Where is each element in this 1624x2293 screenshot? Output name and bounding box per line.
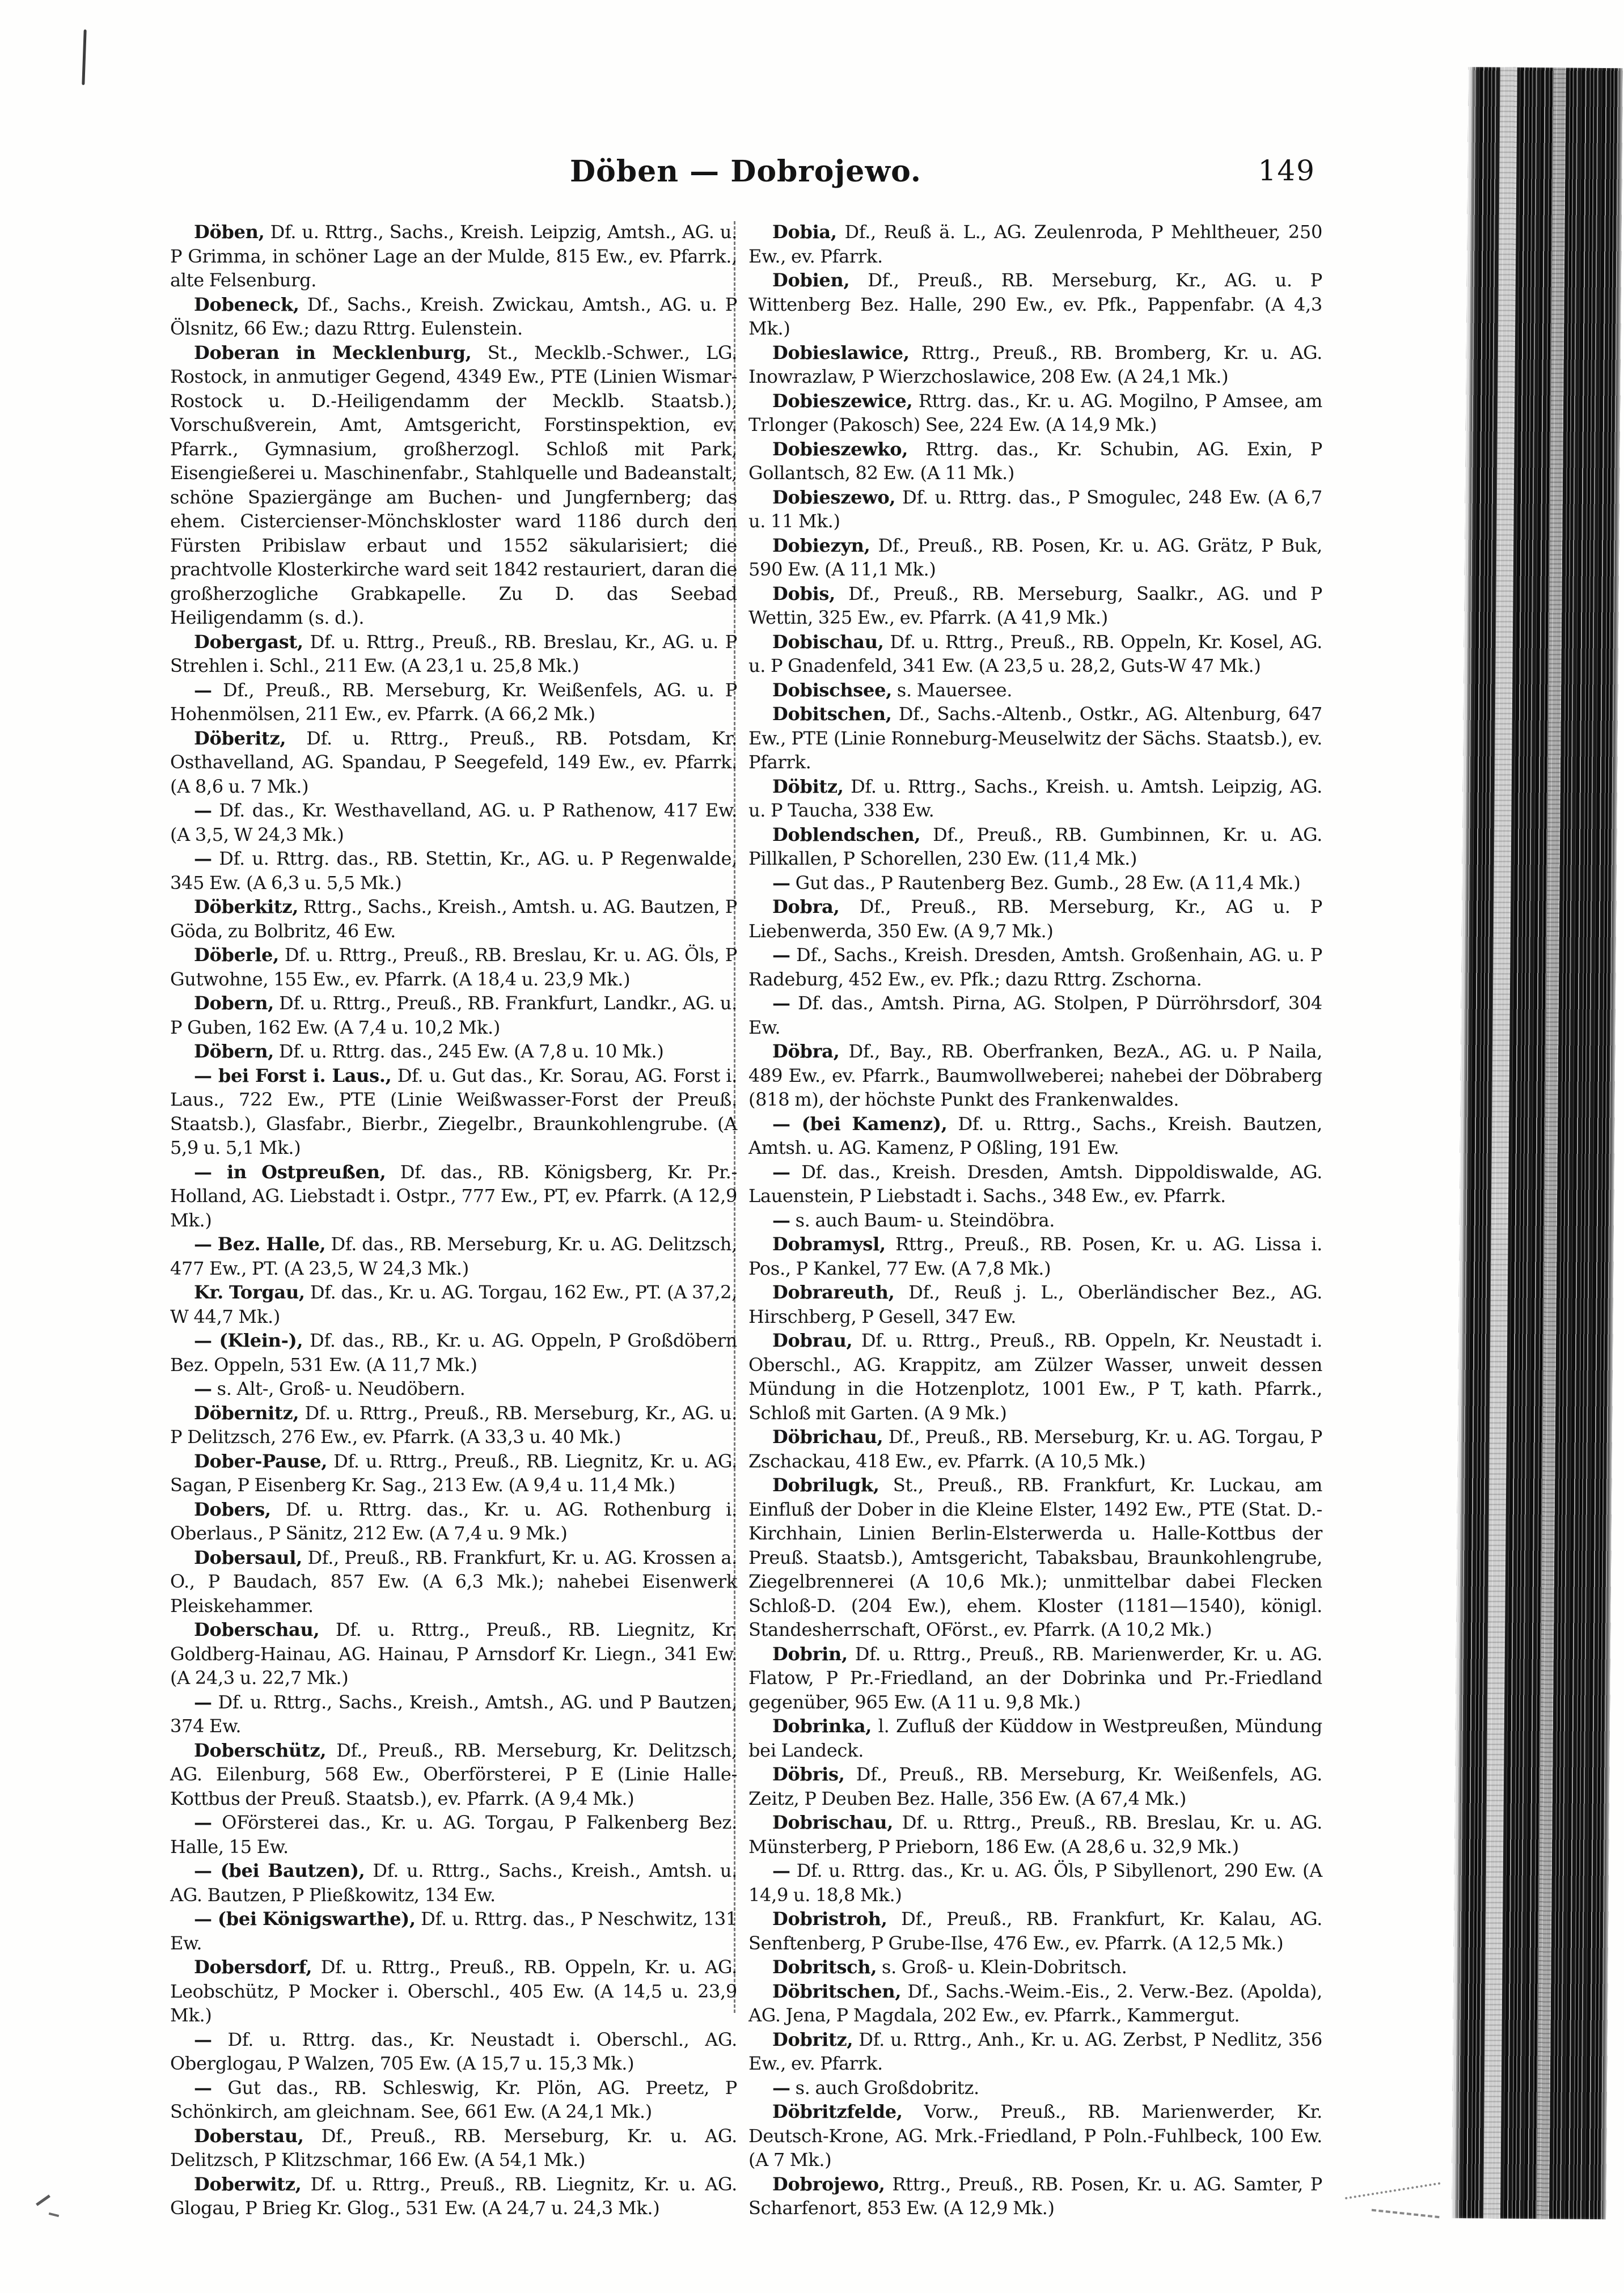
gazetteer-entry: [170, 1738, 737, 1811]
entry-term: — (bei Bautzen),: [194, 1860, 365, 1881]
gazetteer-entry: [170, 1859, 737, 1907]
entry-term: —: [772, 1209, 790, 1231]
entry-term: Döbra,: [772, 1040, 840, 1062]
entry-text: Df. u. Rttrg. das., RB. Stettin, Kr., AG. u. P Regenwalde, 345 Ew. (A 6,3 u. 5,5 Mk.): [170, 848, 737, 894]
gazetteer-entry: [748, 2100, 1322, 2172]
gazetteer-entry: [748, 1329, 1322, 1425]
entry-text: Df. das., RB., Kr. u. AG. Oppeln, P Großdöbern Bez. Oppeln, 531 Ew. (A 11,7 Mk.): [170, 1330, 737, 1376]
gazetteer-entry: [170, 798, 737, 847]
gazetteer-entry: [170, 341, 737, 630]
entry-text: Rttrg., Sachs., Kreish., Amtsh. u. AG. Bautzen, P Göda, zu Bolbritz, 46 Ew.: [170, 896, 737, 942]
gazetteer-entry: [748, 1642, 1322, 1715]
entry-text: s. Mauersee.: [891, 679, 1013, 701]
text-column-right: [748, 220, 1322, 2220]
entry-term: Doberwitz,: [194, 2173, 302, 2195]
entry-term: Dobieszewo,: [772, 486, 896, 508]
entry-term: Döberle,: [194, 944, 279, 966]
gazetteer-entry: [748, 943, 1322, 991]
entry-term: —: [194, 2028, 212, 2050]
entry-term: Dobiezyn,: [772, 534, 870, 556]
entry-term: —: [772, 1161, 790, 1183]
entry-term: Dobien,: [772, 269, 850, 291]
entry-text: Df. u. Rttrg., Preuß., RB. Breslau, Kr. u. AG. Münsterberg, P Prieborn, 186 Ew. (A 28,6 u. 32,9 Mk.): [748, 1812, 1322, 1858]
entry-term: Döbrichau,: [772, 1426, 883, 1448]
gazetteer-entry: [748, 1859, 1322, 1907]
gazetteer-entry: [748, 437, 1322, 485]
entry-term: Dobischsee,: [772, 679, 892, 701]
entry-term: Kr. Torgau,: [194, 1281, 305, 1303]
gazetteer-entry: [748, 534, 1322, 582]
entry-term: Dobern,: [194, 992, 274, 1014]
gazetteer-entry: [748, 1208, 1322, 1233]
entry-text: Df. u. Rttrg., Preuß., RB. Liegnitz, Kr. Goldberg-Hainau, AG. Hainau, P Arnsdorf Kr. Liegn., 341 Ew. (A 24,3 u. 22,7 Mk.): [170, 1619, 737, 1689]
entry-term: Döbris,: [772, 1763, 845, 1785]
entry-term: Dobrinka,: [772, 1715, 872, 1737]
scan-artifact: [1342, 2160, 1441, 2199]
entry-term: Dobis,: [772, 582, 835, 604]
gazetteer-entry: [748, 2076, 1322, 2100]
entry-text: Rttrg., Preuß., RB. Bromberg, Kr. u. AG. Inowrazlaw, P Wierzchoslawice, 208 Ew. (A 24,1 Mk.): [748, 341, 1322, 387]
entry-term: —: [772, 2076, 790, 2099]
entry-term: Dobra,: [772, 896, 840, 917]
entry-text: Df. u. Rttrg., Sachs., Kreish. u. Amtsh. Leipzig, AG. u. P Taucha, 338 Ew.: [748, 775, 1322, 821]
gazetteer-entry: [748, 991, 1322, 1039]
entry-term: Dobeneck,: [194, 293, 299, 315]
entry-term: Dobers,: [194, 1498, 271, 1520]
entry-term: Dobrojewo,: [772, 2173, 885, 2195]
entry-term: Doberan in Mecklenburg,: [194, 341, 472, 363]
entry-term: Doberschütz,: [194, 1739, 327, 1761]
entry-text: Df. u. Rttrg., Preuß., RB. Oppeln, Kr. Kosel, AG. u. P Gnadenfeld, 341 Ew. (A 23,5 u. 28,2, Guts-W 47 Mk.): [748, 631, 1322, 676]
entry-text: Df., Sachs.-Weim.-Eis., 2. Verw.-Bez. (Apolda), AG. Jena, P Magdala, 202 Ew., ev. Pfarrk., Kammergut.: [748, 1980, 1322, 2026]
gazetteer-entry: [170, 1377, 737, 1401]
gazetteer-entry: [170, 1546, 737, 1618]
entry-term: Dobramysl,: [772, 1233, 886, 1255]
gazetteer-entry: [748, 220, 1322, 268]
entry-term: —: [772, 992, 790, 1014]
entry-text: Df. u. Rttrg., Sachs., Kreish. Leipzig, Amtsh., AG. u. P Grimma, in schöner Lage an der Mulde, 815 Ew., ev. Pfarrk., alte Felsenburg.: [170, 221, 737, 291]
gazetteer-entry: [170, 943, 737, 991]
entry-text: Df., Sachs., Kreish. Zwickau, Amtsh., AG. u. P Ölsnitz, 66 Ew.; dazu Rttrg. Eulenstein.: [170, 293, 737, 339]
gazetteer-entry: [748, 1473, 1322, 1642]
entry-text: Df. u. Rttrg., Preuß., RB. Breslau, Kr., AG. u. P Strehlen i. Schl., 211 Ew. (A 23,1 u. 25,8 Mk.): [170, 631, 737, 676]
gazetteer-entry: [170, 630, 737, 678]
entry-term: Dobrareuth,: [772, 1281, 895, 1303]
entry-term: —: [194, 1378, 212, 1399]
entry-text: Df. u. Gut das., Kr. Sorau, AG. Forst i. Laus., 722 Ew., PTE (Linie Weißwasser-Forst der Preuß. Staatsb.), Glasfabr., Bierbr., Ziegelbr., Braunkohlengrube. (A 5,9 u. 5,1 Mk.): [170, 1064, 738, 1158]
entry-term: Döberitz,: [194, 727, 286, 749]
entry-text: Df. u. Rttrg., Preuß., RB. Liegnitz, Kr. u. AG. Glogau, P Brieg Kr. Glog., 531 Ew. (A 24,7 u. 24,3 Mk.): [170, 2173, 737, 2219]
entry-term: Dobieslawice,: [772, 341, 910, 363]
gazetteer-entry: [170, 1232, 737, 1280]
entry-term: Döberkitz,: [194, 896, 299, 917]
gazetteer-entry: [170, 678, 737, 726]
page-title: Döben — Dobrojewo.: [570, 154, 921, 189]
entry-text: Df. u. Rttrg., Preuß., RB. Merseburg, Kr., AG. u. P Delitzsch, 276 Ew., ev. Pfarrk. (A 33,3 u. 40 Mk.): [170, 1402, 737, 1448]
gazetteer-entry: [170, 895, 737, 943]
gazetteer-entry: [748, 1112, 1322, 1160]
gazetteer-entry: [748, 1714, 1322, 1762]
gazetteer-entry: [170, 1907, 737, 1955]
entry-text: l. Zufluß der Küddow in Westpreußen, Mündung bei Landeck.: [748, 1715, 1322, 1761]
entry-text: Df. u. Rttrg., Preuß., RB. Frankfurt, Landkr., AG. u. P Guben, 162 Ew. (A 7,4 u. 10,2 Mk.): [170, 992, 737, 1038]
gazetteer-entry: [748, 341, 1322, 389]
entry-text: Df. das., RB. Königsberg, Kr. Pr.-Holland, AG. Liebstadt i. Ostpr., 777 Ew., PT, ev. Pfarrk. (A 12,9 Mk.): [170, 1161, 737, 1231]
entry-text: Df. u. Rttrg., Preuß., RB. Marienwerder, Kr. u. AG. Flatow, P Pr.-Friedland, an der Dobrinka und Pr.-Friedland gegenüber, 965 Ew. (A 11 u. 9,8 Mk.): [748, 1643, 1322, 1713]
entry-text: Df., Preuß., RB. Frankfurt, Kr. u. AG. Krossen a. O., P Baudach, 857 Ew. (A 6,3 Mk.); nahebei Eisenwerk Pleiskehammer.: [170, 1546, 737, 1617]
entry-text: Df. u. Rttrg. das., Kr. u. AG. Öls, P Sibyllenort, 290 Ew. (A 14,9 u. 18,8 Mk.): [748, 1860, 1322, 1906]
entry-term: Dobergast,: [194, 631, 303, 653]
page-header: [170, 154, 1321, 205]
entry-term: Dobritz,: [772, 2028, 853, 2050]
entry-term: Doberschau,: [194, 1619, 320, 1640]
entry-text: Df. u. Rttrg. das., 245 Ew. (A 7,8 u. 10 Mk.): [274, 1040, 664, 1062]
scan-artifact: [1372, 2194, 1441, 2218]
gazetteer-entry: [170, 1497, 737, 1546]
gazetteer-entry: [170, 220, 737, 293]
gazetteer-entry: [748, 485, 1322, 534]
entry-term: Dobersaul,: [194, 1546, 303, 1568]
gazetteer-entry: [748, 2172, 1322, 2220]
gazetteer-entry: [748, 678, 1322, 703]
entry-term: —: [194, 1691, 212, 1713]
entry-text: Df. das., Kr. u. AG. Torgau, 162 Ew., PT. (A 37,2, W 44,7 Mk.): [170, 1281, 738, 1327]
gazetteer-entry: [748, 1979, 1322, 2028]
entry-text: St., Preuß., RB. Frankfurt, Kr. Luckau, am Einfluß der Dober in die Kleine Elster, 1492 Ew., PTE (Stat. D.-Kirchhain, Linien Berlin-Elsterwerda u. Halle-Kottbus der Preuß. Staatsb.), Amtsgericht, Tabaksbau, Braunkohlengrube, Ziegelbrennerei (A 10,6 Mk.); unmittelbar dabei Flecken Schloß-D. (204 Ew.), ehem. Kloster (1181—1540), königl. Standesherrschaft, OFörst., ev. Pfarrk. (A 10,2 Mk.): [748, 1474, 1322, 1640]
gazetteer-entry: [170, 293, 737, 341]
entry-text: Gut das., RB. Schleswig, Kr. Plön, AG. Preetz, P Schönkirch, am gleichnam. See, 661 Ew. (A 24,1 Mk.): [170, 2076, 737, 2122]
gazetteer-entry: [748, 702, 1322, 775]
entry-text: Df., Reuß j. L., Oberländischer Bez., AG. Hirschberg, P Gesell, 347 Ew.: [748, 1281, 1322, 1327]
entry-text: OFörsterei das., Kr. u. AG. Torgau, P Falkenberg Bez. Halle, 15 Ew.: [170, 1812, 737, 1858]
entry-text: Df. das., Amtsh. Pirna, AG. Stolpen, P Dürröhrsdorf, 304 Ew.: [748, 992, 1322, 1038]
gazetteer-entry: [748, 389, 1322, 437]
entry-term: Döbritschen,: [772, 1980, 902, 2002]
gazetteer-entry: [170, 2076, 737, 2124]
entry-term: Dobia,: [772, 221, 837, 243]
entry-text: s. Alt-, Groß- u. Neudöbern.: [212, 1378, 466, 1399]
gazetteer-entry: [170, 1449, 737, 1497]
entry-term: Dober-Pause,: [194, 1450, 328, 1472]
entry-text: Df. u. Rttrg., Preuß., RB. Breslau, Kr. u. AG. Öls, P Gutwohne, 155 Ew., ev. Pfarrk. (A 18,4 u. 23,9 Mk.): [170, 944, 737, 990]
entry-term: Döbitz,: [772, 775, 844, 797]
entry-text: St., Mecklb.-Schwer., LG. Rostock, in anmutiger Gegend, 4349 Ew., PTE (Linien Wismar-Rostock u. D.-Heiligendamm der Mecklb. Staatsb.), Vorschußverein, Amt, Amtsgericht, Forstinspektion, ev. Pfarrk., Gymnasium, großherzogl. Schloß mit Park, Eisengießerei u. Maschinenfabr., Stahlquelle und Badeanstalt, schöne Spaziergänge am Buchen- und Jungfernberg; das ehem. Cistercienser-Mönchskloster ward 1186 durch den Fürsten Pribislaw erbaut und 1552 säkularisiert; die prachtvolle Klosterkirche ward seit 1842 restauriert, daran die großherzogliche Grabkapelle. Zu D. das Seebad Heiligendamm (s. d.).: [170, 341, 737, 628]
gazetteer-entry: [170, 1039, 737, 1064]
gazetteer-entry: [748, 268, 1322, 341]
gazetteer-entry: [170, 1401, 737, 1449]
gazetteer-entry: [170, 2028, 737, 2076]
entry-term: — (bei Königswarthe),: [194, 1908, 416, 1930]
entry-term: —: [194, 1812, 212, 1833]
gazetteer-entry: [170, 1810, 737, 1859]
entry-term: Döbernitz,: [194, 1402, 299, 1424]
entry-term: —: [194, 679, 212, 701]
entry-text: Vorw., Preuß., RB. Marienwerder, Kr. Deutsch-Krone, AG. Mrk.-Friedland, P Poln.-Fuhlbeck, 100 Ew. (A 7 Mk.): [748, 2101, 1322, 2171]
page-number: 149: [1258, 154, 1316, 187]
entry-text: Rttrg., Preuß., RB. Posen, Kr. u. AG. Lissa i. Pos., P Kankel, 77 Ew. (A 7,8 Mk.): [748, 1233, 1322, 1279]
entry-term: — (Klein-),: [194, 1330, 303, 1351]
gazetteer-entry: [170, 1329, 737, 1377]
gazetteer-entry: [748, 1160, 1322, 1208]
entry-term: —: [772, 871, 790, 894]
entry-term: Doberstau,: [194, 2125, 304, 2147]
gazetteer-entry: [170, 1160, 737, 1233]
gazetteer-entry: [748, 895, 1322, 943]
entry-text: Df., Preuß., RB. Merseburg, Kr. u. AG. Delitzsch, P Klitzschmar, 166 Ew. (A 54,1 Mk.): [170, 2125, 737, 2171]
entry-text: Df. das., Kr. Westhavelland, AG. u. P Rathenow, 417 Ew. (A 3,5, W 24,3 Mk.): [170, 799, 737, 845]
entry-text: Df., Bay., RB. Oberfranken, BezA., AG. u. P Naila, 489 Ew., ev. Pfarrk., Baumwollweberei; nahebei der Döbraberg (818 m), der höchste Punkt des Frankenwaldes.: [748, 1040, 1322, 1110]
gazetteer-entry: [748, 871, 1322, 895]
gazetteer-entry: [170, 1618, 737, 1690]
entry-term: Dobieszewice,: [772, 390, 913, 412]
entry-text: Df. u. Rttrg., Preuß., RB. Oppeln, Kr. Neustadt i. Oberschl., AG. Krappitz, am Zülzer Wasser, unweit dessen Mündung in die Hotzenplotz, 1001 Ew., P T, kath. Pfarrk., Schloß mit Garten. (A 9 Mk.): [748, 1330, 1322, 1424]
entry-text: Df. u. Rttrg., Preuß., RB. Oppeln, Kr. u. AG. Leobschütz, P Mocker i. Oberschl., 405 Ew. (A 14,5 u. 23,9 Mk.): [170, 1956, 737, 2026]
entry-text: Df., Preuß., RB. Gumbinnen, Kr. u. AG. Pillkallen, P Schorellen, 230 Ew. (11,4 Mk.): [748, 823, 1322, 869]
entry-text: Df. u. Rttrg., Sachs., Kreish. Bautzen, Amtsh. u. AG. Kamenz, P Oßling, 191 Ew.: [748, 1112, 1322, 1158]
entry-text: Df. u. Rttrg., Anh., Kr. u. AG. Zerbst, P Nedlitz, 356 Ew., ev. Pfarrk.: [748, 2028, 1322, 2074]
entry-text: Rttrg. das., Kr. Schubin, AG. Exin, P Gollantsch, 82 Ew. (A 11 Mk.): [748, 438, 1322, 484]
entry-text: Df. u. Rttrg. das., Kr. u. AG. Rothenburg i. Oberlaus., P Sänitz, 212 Ew. (A 7,4 u. 9 Mk.): [170, 1498, 737, 1544]
entry-term: — Bez. Halle,: [194, 1233, 326, 1255]
scan-artifact: [82, 29, 86, 85]
entry-term: —: [772, 944, 790, 966]
gazetteer-entry: [748, 823, 1322, 871]
gazetteer-entry: [170, 726, 737, 799]
entry-text: Rttrg. das., Kr. u. AG. Mogilno, P Amsee, am Trlonger (Pakosch) See, 224 Ew. (A 14,9 Mk.): [748, 390, 1322, 435]
entry-term: Dobrilugk,: [772, 1474, 879, 1496]
entry-text: Df. u. Rttrg., Preuß., RB. Potsdam, Kr. Osthavelland, AG. Spandau, P Seegefeld, 149 Ew., ev. Pfarrk. (A 8,6 u. 7 Mk.): [170, 727, 737, 797]
entry-text: Df., Preuß., RB. Frankfurt, Kr. Kalau, AG. Senftenberg, P Grube-Ilse, 476 Ew., ev. Pfarrk. (A 12,5 Mk.): [748, 1908, 1322, 1954]
entry-text: Df. u. Rttrg. das., P Neschwitz, 131 Ew.: [170, 1908, 737, 1954]
book-page-edges-scan-band: [1452, 67, 1623, 2219]
scan-artifact: [36, 2194, 50, 2206]
entry-text: Df. u. Rttrg., Sachs., Kreish., Amtsh., AG. und P Bautzen, 374 Ew.: [170, 1691, 737, 1737]
entry-term: Döbritzfelde,: [772, 2101, 903, 2122]
entry-term: Dobrischau,: [772, 1812, 894, 1833]
gazetteer-entry: [748, 2028, 1322, 2076]
entry-term: Dobrau,: [772, 1330, 853, 1351]
entry-text: Df. u. Rttrg., Sachs., Kreish., Amtsh. u. AG. Bautzen, P Pließkowitz, 134 Ew.: [170, 1860, 738, 1906]
gazetteer-entry: [748, 1232, 1322, 1280]
entry-text: Df. das., Kreish. Dresden, Amtsh. Dippoldiswalde, AG. Lauenstein, P Liebstadt i. Sachs., 348 Ew., ev. Pfarrk.: [748, 1161, 1322, 1207]
gazetteer-entry: [748, 630, 1322, 678]
gazetteer-entry: [748, 1907, 1322, 1955]
entry-text: Rttrg., Preuß., RB. Posen, Kr. u. AG. Samter, P Scharfenort, 853 Ew. (A 12,9 Mk.): [748, 2173, 1322, 2219]
gazetteer-entry: [170, 1064, 737, 1160]
entry-text: Df. u. Rttrg., Preuß., RB. Liegnitz, Kr. u. AG. Sagan, P Eisenberg Kr. Sag., 213 Ew. (A 9,4 u. 11,4 Mk.): [170, 1450, 737, 1496]
entry-text: s. auch Baum- u. Steindöbra.: [790, 1209, 1055, 1231]
text-column-left: [170, 220, 737, 2220]
entry-term: Dobritsch,: [772, 1956, 877, 1978]
entry-text: Df., Preuß., RB. Merseburg, Kr. Weißenfels, AG. Zeitz, P Deuben Bez. Halle, 356 Ew. (A 67,4 Mk.): [748, 1763, 1322, 1809]
entry-text: Df. u. Rttrg. das., P Smogulec, 248 Ew. (A 6,7 u. 11 Mk.): [748, 486, 1322, 532]
entry-term: Dobrin,: [772, 1643, 848, 1665]
entry-text: Gut das., P Rautenberg Bez. Gumb., 28 Ew. (A 11,4 Mk.): [790, 871, 1301, 894]
gazetteer-entry: [170, 991, 737, 1039]
gazetteer-entry: [170, 847, 737, 895]
entry-term: Dobristroh,: [772, 1908, 887, 1930]
entry-term: Döben,: [194, 221, 265, 243]
gazetteer-entry: [748, 1810, 1322, 1859]
entry-term: —: [194, 2076, 212, 2099]
entry-text: Df., Preuß., RB. Merseburg, Kr. Weißenfels, AG. u. P Hohenmölsen, 211 Ew., ev. Pfarrk. (A 66,2 Mk.): [170, 679, 737, 725]
entry-term: Dobitschen,: [772, 703, 892, 725]
gazetteer-entry: [748, 775, 1322, 823]
entry-term: — bei Forst i. Laus.,: [194, 1064, 392, 1086]
entry-text: Df., Reuß ä. L., AG. Zeulenroda, P Mehltheuer, 250 Ew., ev. Pfarrk.: [748, 221, 1322, 267]
entry-term: —: [772, 1860, 790, 1881]
entry-text: Df. u. Rttrg. das., Kr. Neustadt i. Oberschl., AG. Oberglogau, P Walzen, 705 Ew. (A 15,7 u. 15,3 Mk.): [170, 2028, 737, 2074]
gazetteer-entry: [170, 1280, 737, 1329]
entry-text: Df. das., RB. Merseburg, Kr. u. AG. Delitzsch, 477 Ew., PT. (A 23,5, W 24,3 Mk.): [170, 1233, 737, 1279]
gazetteer-entry: [748, 1955, 1322, 1979]
entry-term: Dobersdorf,: [194, 1956, 312, 1978]
gazetteer-entry: [170, 1690, 737, 1738]
entry-text: Df., Preuß., RB. Merseburg, Kr. Delitzsch, AG. Eilenburg, 568 Ew., Oberförsterei, P E (Linie Halle-Kottbus der Preuß. Staatsb.), ev. Pfarrk. (A 9,4 Mk.): [170, 1739, 737, 1809]
entry-text: Df., Preuß., RB. Merseburg, Kr., AG. u. P Wittenberg Bez. Halle, 290 Ew., ev. Pfk., Pappenfabr. (A 4,3 Mk.): [748, 269, 1322, 339]
entry-text: s. auch Großdobritz.: [790, 2076, 979, 2099]
entry-text: Df., Preuß., RB. Posen, Kr. u. AG. Grätz, P Buk, 590 Ew. (A 11,1 Mk.): [748, 534, 1322, 580]
gazetteer-entry: [748, 1039, 1322, 1112]
entry-text: Df., Preuß., RB. Merseburg, Kr. u. AG. Torgau, P Zschackau, 418 Ew., ev. Pfarrk. (A 10,5 Mk.): [748, 1426, 1322, 1472]
gazetteer-entry: [170, 2124, 737, 2172]
entry-text: s. Groß- u. Klein-Dobritsch.: [877, 1956, 1127, 1978]
entry-term: Dobischau,: [772, 631, 884, 653]
entry-term: Döbern,: [194, 1040, 274, 1062]
gazetteer-entry: [748, 1762, 1322, 1810]
gazetteer-entry: [170, 1955, 737, 2028]
entry-text: Df., Preuß., RB. Merseburg, Saalkr., AG. und P Wettin, 325 Ew., ev. Pfarrk. (A 41,9 Mk.): [748, 582, 1322, 628]
entry-term: —: [194, 848, 212, 869]
entry-term: Doblendschen,: [772, 823, 921, 845]
gazetteer-entry: [748, 1425, 1322, 1473]
gazetteer-entry: [748, 1280, 1322, 1329]
entry-term: — (bei Kamenz),: [772, 1112, 948, 1135]
gazetteer-entry: [170, 2172, 737, 2220]
entry-text: Df., Sachs., Kreish. Dresden, Amtsh. Großenhain, AG. u. P Radeburg, 452 Ew., ev. Pfk.; dazu Rttrg. Zschorna.: [748, 944, 1322, 990]
entry-text: Df., Sachs.-Altenb., Ostkr., AG. Altenburg, 647 Ew., PTE (Linie Ronneburg-Meuselwitz der Sächs. Staatsb.), ev. Pfarrk.: [748, 703, 1322, 773]
entry-text: Df., Preuß., RB. Merseburg, Kr., AG u. P Liebenwerda, 350 Ew. (A 9,7 Mk.): [748, 896, 1322, 942]
entry-term: — in Ostpreußen,: [194, 1161, 386, 1183]
entry-term: Dobieszewko,: [772, 438, 908, 460]
entry-term: —: [194, 799, 212, 821]
gazetteer-entry: [748, 582, 1322, 630]
scan-artifact: [49, 2212, 59, 2217]
